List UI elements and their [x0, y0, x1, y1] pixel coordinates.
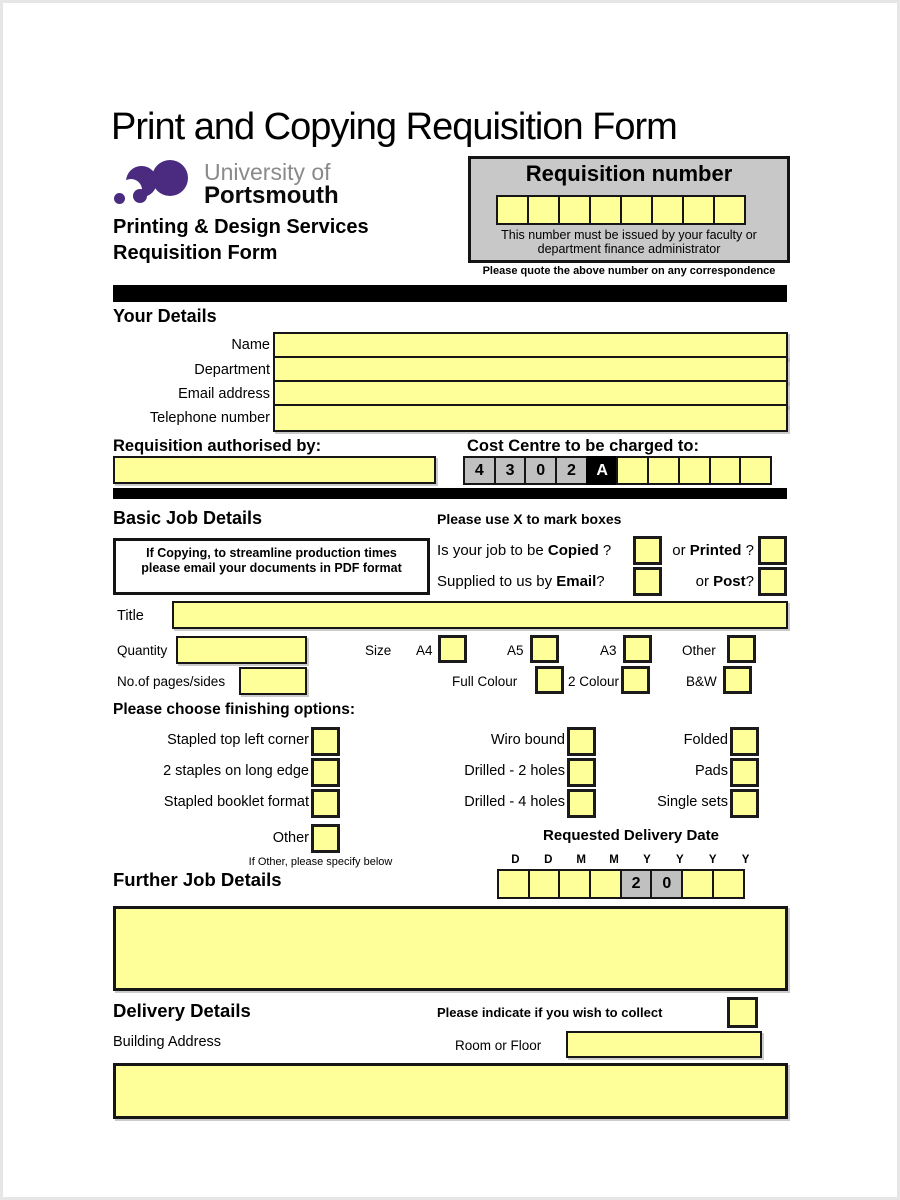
copying-note-line2: please email your documents in PDF format: [141, 561, 402, 575]
other-finishing-checkbox[interactable]: [311, 824, 340, 853]
cost-centre-cells: [465, 456, 772, 485]
pads-label: Pads: [694, 763, 728, 779]
two-colour-label: 2 Colour: [568, 674, 620, 689]
date-cell-y4[interactable]: [712, 869, 745, 899]
cost-centre-cell[interactable]: [709, 456, 742, 485]
quantity-label: Quantity: [117, 643, 168, 658]
requisition-number-panel: [468, 156, 790, 263]
cost-centre-label: Cost Centre to be charged to:: [467, 437, 699, 455]
basic-job-heading: Basic Job Details: [113, 508, 263, 528]
title-label: Title: [117, 608, 144, 624]
cost-centre-cell[interactable]: [678, 456, 711, 485]
university-logo: [113, 158, 203, 218]
delivery-heading: Delivery Details: [113, 1000, 251, 1021]
full-colour-checkbox[interactable]: [535, 666, 564, 694]
authorised-by-label: Requisition authorised by:: [113, 437, 322, 455]
drilled-4-holes-label: Drilled - 4 holes: [464, 794, 565, 810]
logo-large-dot-icon: [152, 160, 188, 196]
size-label: Size: [365, 643, 392, 658]
requisition-number-title: Requisition number: [525, 161, 733, 186]
further-details-heading: Further Job Details: [113, 869, 282, 890]
requisition-number-cell[interactable]: [558, 195, 591, 225]
page-title: Print and Copying Requisition Form: [111, 106, 677, 148]
drilled-2-holes-label: Drilled - 2 holes: [464, 763, 565, 779]
pages-field[interactable]: [239, 667, 307, 695]
requisition-number-cell[interactable]: [682, 195, 715, 225]
stapled-top-left-checkbox[interactable]: [311, 727, 340, 756]
date-cell-y1: 2: [620, 869, 653, 899]
dept-line2: Requisition Form: [113, 242, 278, 264]
date-cell-y3[interactable]: [681, 869, 714, 899]
building-address-label: Building Address: [113, 1034, 222, 1050]
dept-line1: Printing & Design Services: [113, 216, 369, 238]
requisition-number-cell[interactable]: [527, 195, 560, 225]
divider-bar: [113, 488, 787, 499]
requisition-number-note: This number must be issued by your faculty or department finance administrator: [501, 228, 757, 256]
quantity-field[interactable]: [176, 636, 307, 664]
post-checkbox[interactable]: [758, 567, 787, 596]
requisition-number-cell[interactable]: [496, 195, 529, 225]
full-colour-label: Full Colour: [452, 674, 518, 689]
cost-centre-cell: 0: [524, 456, 557, 485]
quote-note: Please quote the above number on any correspondence: [482, 265, 776, 277]
stapled-booklet-checkbox[interactable]: [311, 789, 340, 818]
collect-note: Please indicate if you wish to collect: [437, 1005, 663, 1020]
copied-question: Is your job to be Copied ?: [437, 542, 612, 559]
requisition-number-cells: [498, 195, 746, 225]
title-field[interactable]: [172, 601, 788, 629]
authorised-by-field[interactable]: [113, 456, 436, 484]
building-address-textarea[interactable]: [113, 1063, 788, 1119]
cost-centre-cell: 2: [555, 456, 588, 485]
size-a5-label: A5: [507, 643, 524, 658]
delivery-date-cells: [499, 869, 745, 899]
single-sets-checkbox[interactable]: [730, 789, 759, 818]
room-floor-field[interactable]: [566, 1031, 762, 1058]
printed-checkbox[interactable]: [758, 536, 787, 565]
date-cell-m2[interactable]: [589, 869, 622, 899]
email-question: Supplied to us by Email?: [437, 573, 605, 590]
folded-label: Folded: [683, 732, 728, 748]
folded-checkbox[interactable]: [730, 727, 759, 756]
size-a4-checkbox[interactable]: [438, 635, 467, 663]
two-staples-checkbox[interactable]: [311, 758, 340, 787]
requisition-number-cell[interactable]: [589, 195, 622, 225]
cost-centre-cell: 4: [463, 456, 496, 485]
wiro-bound-label: Wiro bound: [490, 732, 565, 748]
divider-bar: [113, 285, 787, 302]
size-a3-label: A3: [600, 643, 617, 658]
telephone-label: Telephone number: [149, 410, 270, 426]
bw-label: B&W: [686, 674, 717, 689]
size-a3-checkbox[interactable]: [623, 635, 652, 663]
date-cell-d2[interactable]: [528, 869, 561, 899]
cost-centre-cell[interactable]: [739, 456, 772, 485]
date-cell-d1[interactable]: [497, 869, 530, 899]
logo-text-portsmouth: Portsmouth: [204, 182, 339, 209]
stapled-booklet-label: Stapled booklet format: [163, 794, 309, 810]
room-floor-label: Room or Floor: [455, 1038, 542, 1053]
date-cell-m1[interactable]: [558, 869, 591, 899]
cost-centre-cell[interactable]: [616, 456, 649, 485]
post-question: or Post?: [695, 573, 754, 590]
finishing-heading: Please choose finishing options:: [113, 701, 356, 718]
requisition-number-cell[interactable]: [620, 195, 653, 225]
other-finishing-label: Other: [272, 830, 309, 846]
size-a4-label: A4: [416, 643, 433, 658]
requisition-number-cell[interactable]: [713, 195, 746, 225]
further-details-textarea[interactable]: [113, 906, 788, 991]
size-other-checkbox[interactable]: [727, 635, 756, 663]
cost-centre-cell[interactable]: [647, 456, 680, 485]
cost-centre-cell: 3: [494, 456, 527, 485]
other-specify-note: If Other, please specify below: [248, 856, 393, 868]
telephone-field[interactable]: [273, 404, 788, 432]
stapled-top-left-label: Stapled top left corner: [167, 732, 309, 748]
logo-text-university-of: University of: [204, 159, 331, 185]
department-label: Department: [194, 362, 270, 378]
email-label: Email address: [178, 386, 270, 402]
date-cell-y2: 0: [650, 869, 683, 899]
delivery-date-letters: D D M M Y Y Y Y: [511, 854, 750, 866]
size-other-label: Other: [682, 643, 716, 658]
two-staples-label: 2 staples on long edge: [163, 763, 309, 779]
name-label: Name: [231, 337, 270, 353]
pages-label: No.of pages/sides: [117, 674, 226, 689]
collect-checkbox[interactable]: [727, 997, 758, 1028]
copied-checkbox[interactable]: [633, 536, 662, 565]
your-details-heading: Your Details: [113, 306, 217, 326]
delivery-date-heading: Requested Delivery Date: [543, 827, 719, 844]
printed-question: or Printed ?: [672, 542, 754, 559]
mark-boxes-note: Please use X to mark boxes: [437, 511, 622, 527]
email-checkbox[interactable]: [633, 567, 662, 596]
single-sets-label: Single sets: [657, 794, 728, 810]
requisition-number-cell[interactable]: [651, 195, 684, 225]
two-colour-checkbox[interactable]: [621, 666, 650, 694]
copying-note-line1: If Copying, to streamline production times: [146, 546, 397, 560]
bw-checkbox[interactable]: [723, 666, 752, 694]
pads-checkbox[interactable]: [730, 758, 759, 787]
copying-note-box: [113, 538, 430, 595]
cost-centre-cell: A: [586, 456, 619, 485]
logo-small-dot-icon: [114, 193, 125, 204]
logo-medium-dot-icon: [133, 189, 147, 203]
size-a5-checkbox[interactable]: [530, 635, 559, 663]
